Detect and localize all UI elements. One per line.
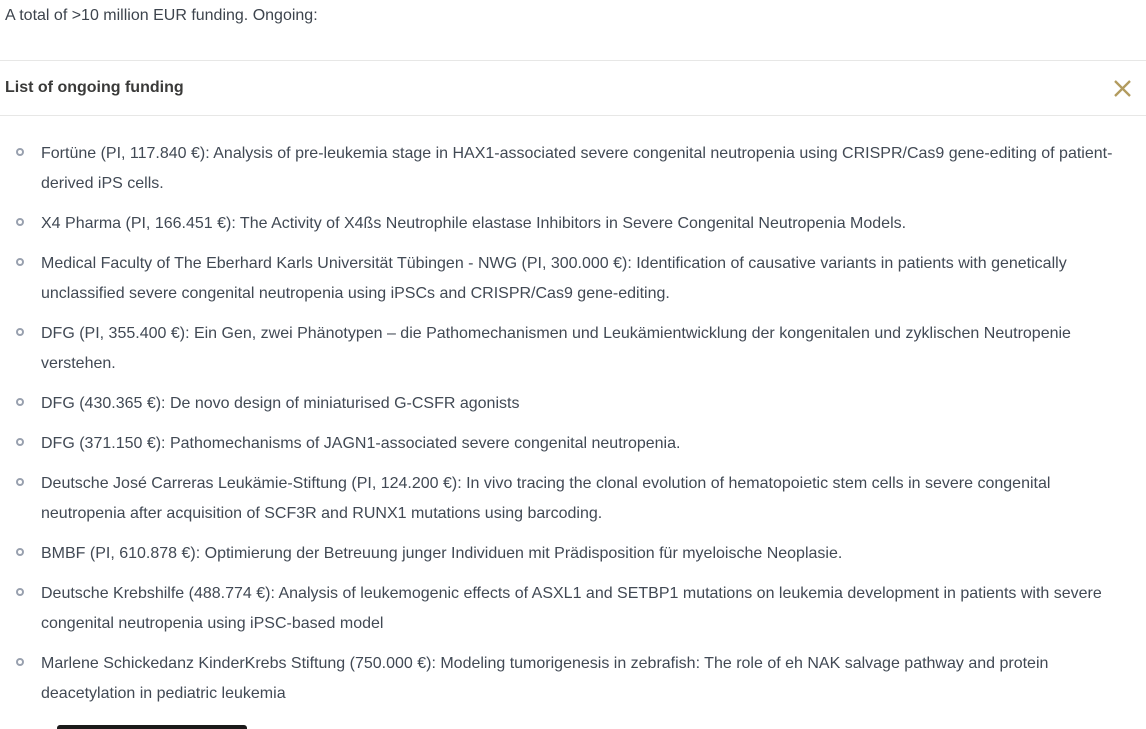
bottom-bar — [57, 725, 247, 729]
funding-item-text: DFG (PI, 355.400 €): Ein Gen, zwei Phänotypen – die Pathomechanismen und Leukämientwicklung der kongenitalen und zyklischen Neutropenie verstehen. — [41, 325, 1071, 372]
list-item — [16, 649, 1136, 709]
circle-bullet-icon — [16, 328, 24, 336]
circle-bullet-icon — [16, 478, 24, 486]
panel-header — [0, 61, 1146, 116]
list-item — [16, 139, 1136, 199]
circle-bullet-icon — [16, 548, 24, 556]
circle-bullet-icon — [16, 658, 24, 666]
circle-bullet-icon — [16, 218, 24, 226]
funding-item-text: DFG (371.150 €): Pathomechanisms of JAGN1-associated severe congenital neutropenia. — [41, 435, 681, 452]
funding-item-text: Fortüne (PI, 117.840 €): Analysis of pre-leukemia stage in HAX1-associated severe congenital neutropenia using CRISPR/Cas9 gene-editing of patient-derived iPS cells. — [41, 145, 1113, 192]
funding-item-text: DFG (430.365 €): De novo design of miniaturised G-CSFR agonists — [41, 395, 520, 412]
funding-item-text: Deutsche Krebshilfe (488.774 €): Analysis of leukemogenic effects of ASXL1 and SETBP1 mutations on leukemia development in patients with severe congenital neutropenia using iPSC-based model — [41, 585, 1102, 632]
circle-bullet-icon — [16, 258, 24, 266]
list-item — [16, 429, 1136, 459]
panel-title: List of ongoing funding — [5, 79, 184, 96]
list-item — [16, 249, 1136, 309]
close-icon — [1112, 78, 1133, 99]
intro-text: A total of >10 million EUR funding. Ongoing: — [5, 7, 318, 24]
funding-item-text: Marlene Schickedanz KinderKrebs Stiftung (750.000 €): Modeling tumorigenesis in zebrafish: The role of eh NAK salvage pathway and protein deacetylation in pediatric leukemia — [41, 655, 1049, 702]
circle-bullet-icon — [16, 438, 24, 446]
funding-item-text: BMBF (PI, 610.878 €): Optimierung der Betreuung junger Individuen mit Prädisposition für myeloische Neoplasie. — [41, 545, 843, 562]
list-item — [16, 579, 1136, 639]
funding-list — [0, 116, 1146, 709]
circle-bullet-icon — [16, 588, 24, 596]
circle-bullet-icon — [16, 148, 24, 156]
funding-item-text: Deutsche José Carreras Leukämie-Stiftung (PI, 124.200 €): In vivo tracing the clonal evolution of hematopoietic stem cells in severe congenital neutropenia after acquisition of SCF3R and RUNX1 mutations using barcoding. — [41, 475, 1051, 522]
funding-item-text: Medical Faculty of The Eberhard Karls Universität Tübingen - NWG (PI, 300.000 €): Identification of causative variants in patients with genetically unclassified severe congenital neutropenia using iPSCs and CRISPR/Cas9 gene-editing. — [41, 255, 1067, 302]
list-item — [16, 469, 1136, 529]
list-item — [16, 539, 1136, 569]
close-button[interactable] — [1110, 76, 1134, 100]
circle-bullet-icon — [16, 398, 24, 406]
list-item — [16, 209, 1136, 239]
list-item — [16, 389, 1136, 419]
funding-item-text: X4 Pharma (PI, 166.451 €): The Activity of X4ßs Neutrophile elastase Inhibitors in Severe Congenital Neutropenia Models. — [41, 215, 907, 232]
list-item — [16, 319, 1136, 379]
funding-panel — [0, 60, 1146, 719]
